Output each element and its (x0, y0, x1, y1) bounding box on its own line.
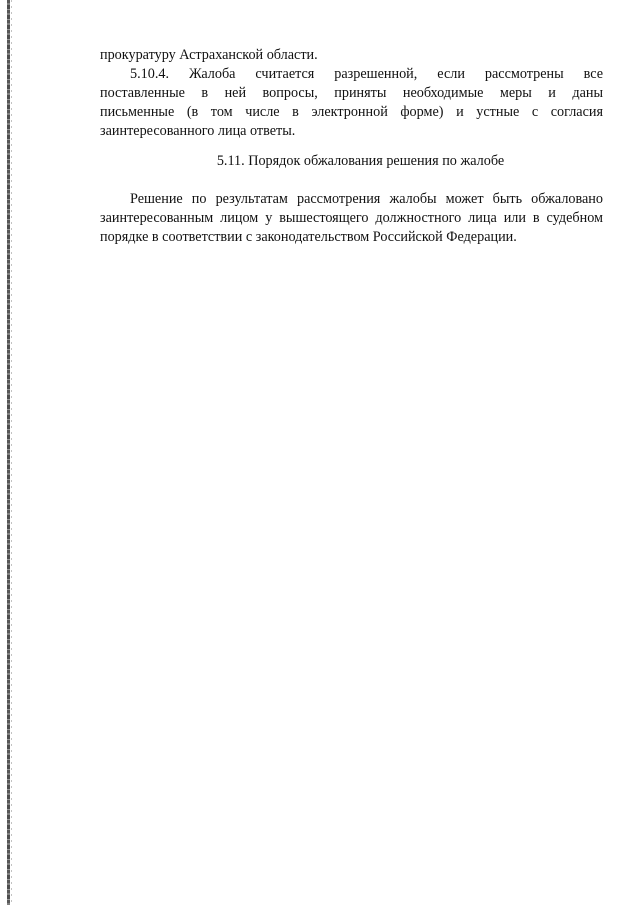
scan-binding-edge (7, 0, 10, 905)
text-line: заинтересованным лицом у вышестоящего должностного лица или в судебном (100, 210, 603, 226)
section-heading-block (100, 152, 603, 171)
text-line: поставленные в ней вопросы, приняты необходимые меры и даны (100, 85, 603, 101)
scan-binding-edge-shadow (11, 0, 12, 905)
text-line: порядке в соответствии с законодательством Российской Федерации. (100, 229, 517, 245)
text-line: прокуратуру Астраханской области. (100, 47, 318, 63)
paragraph-5-11 (100, 190, 603, 247)
section-heading: 5.11. Порядок обжалования решения по жалобе (216, 153, 505, 169)
paragraph-5-10-4 (100, 46, 603, 141)
text-line: 5.10.4. Жалоба считается разрешенной, если рассмотрены все (130, 66, 603, 82)
text-line: Решение по результатам рассмотрения жалобы может быть обжаловано (130, 191, 603, 207)
text-line: письменные (в том числе в электронной форме) и устные с согласия (100, 104, 603, 120)
text-line: заинтересованного лица ответы. (100, 123, 296, 139)
